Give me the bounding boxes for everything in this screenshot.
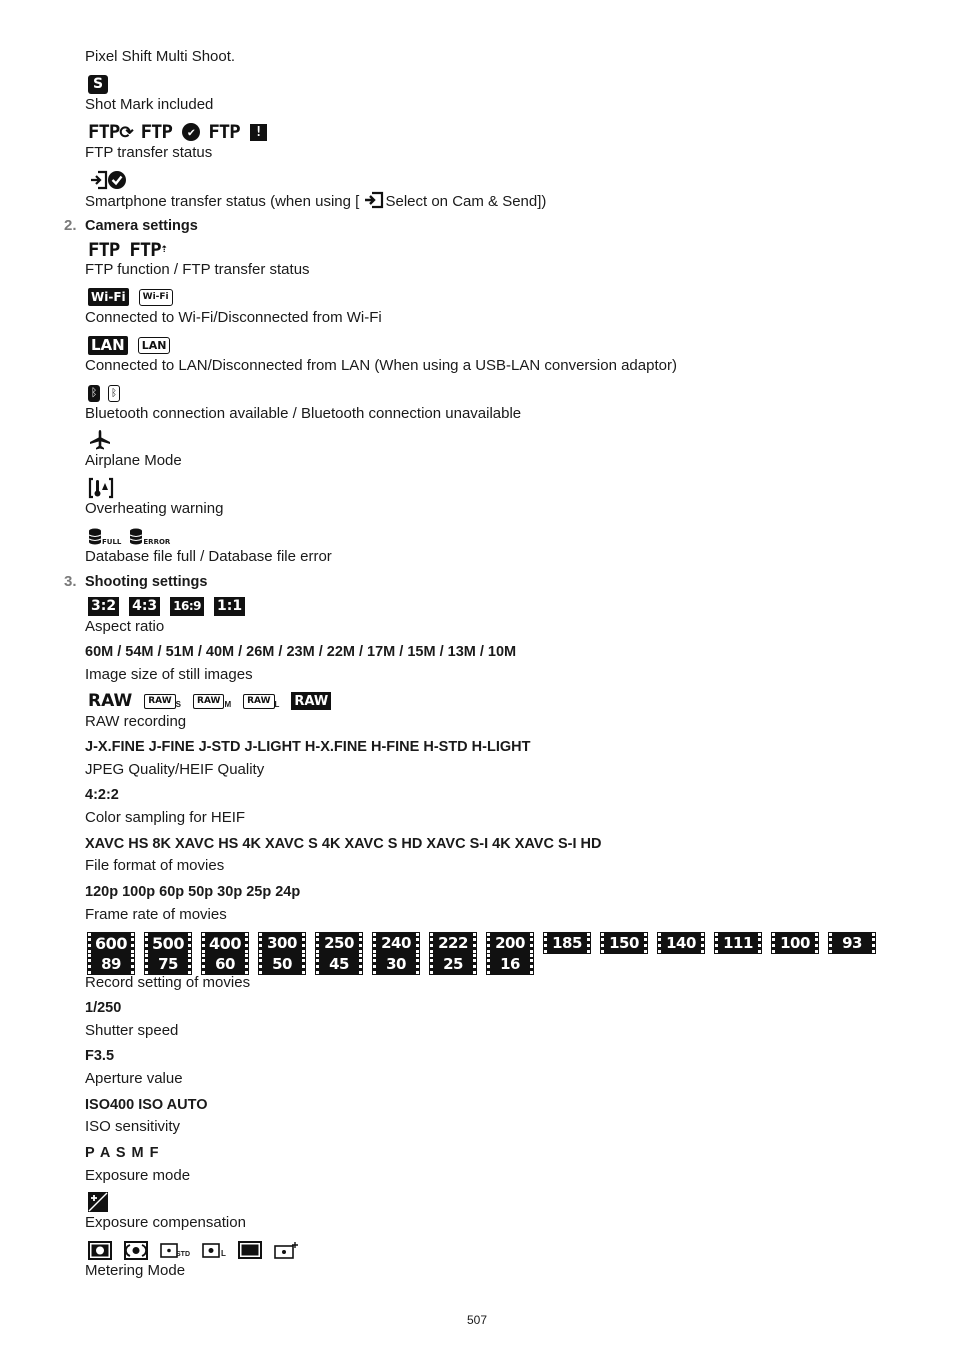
record-rate-icon: 400 <box>202 933 248 953</box>
exposure-compensation-icon <box>88 1192 108 1212</box>
lan-disconnected-icon: LAN <box>138 337 171 354</box>
aspect-ratio-text: Aspect ratio <box>85 618 165 635</box>
database-text: Database file full / Database file error <box>85 548 332 565</box>
metering-l-label: L <box>221 1248 226 1258</box>
metering-entire-average-icon <box>238 1241 262 1259</box>
lan-connected-icon: LAN <box>88 336 128 355</box>
metering-multi-icon <box>88 1241 112 1260</box>
section-title: Camera settings <box>85 218 198 234</box>
database-icon-row <box>88 525 170 549</box>
ftp-transfer-status-icon: FTP⇡ <box>129 239 168 261</box>
record-rate-icon: 89 <box>88 954 134 974</box>
database-error-icon <box>129 528 170 546</box>
iso-text: ISO sensitivity <box>85 1118 181 1135</box>
shot-mark-text: Shot Mark included <box>85 96 214 113</box>
record-rate-icon: 240 <box>373 933 419 953</box>
airplane-icon <box>88 429 112 451</box>
metering-text: Metering Mode <box>85 1262 186 1279</box>
smartphone-transfer-text: Smartphone transfer status (when using [ Select on Cam & Send]) <box>85 193 547 210</box>
record-rate-icon: 150 <box>601 933 647 953</box>
record-rate-icon: 100 <box>772 933 818 953</box>
raw-compressed-icon: RAW <box>291 692 331 710</box>
record-rate-icon: 60 <box>202 954 248 974</box>
raw-text: RAW recording <box>85 713 187 730</box>
raw-icon: RAW <box>88 691 133 711</box>
iso-values: ISO400 ISO AUTO <box>85 1097 208 1113</box>
sampling-value: 4:2:2 <box>85 787 119 803</box>
section-number: 2. <box>64 217 77 234</box>
database-full-icon <box>88 528 121 546</box>
aspect-ratio-icon-row <box>88 594 245 618</box>
framerate-values: 120p 100p 60p 50p 30p 25p 24p <box>85 884 301 900</box>
metering-icon-row <box>88 1238 298 1262</box>
aperture-text: Aperture value <box>85 1070 183 1087</box>
lan-icon-row <box>88 333 170 357</box>
bluetooth-text: Bluetooth connection available / Bluetooth connection unavailable <box>85 405 522 422</box>
exposure-mode-text: Exposure mode <box>85 1167 191 1184</box>
exposure-mode-values: P A S M F <box>85 1145 160 1161</box>
aspect-4-3-icon: 4:3 <box>129 597 160 616</box>
pixel-shift-text: Pixel Shift Multi Shoot. <box>85 48 236 65</box>
ftp-transfer-text: FTP transfer status <box>85 144 213 161</box>
smartphone-transfer-icon <box>88 169 128 191</box>
exposure-comp-icon-row <box>88 1190 108 1214</box>
raw-small-icon: RAW S <box>144 694 181 709</box>
metering-spot-frame-icon <box>202 1243 220 1258</box>
database-cylinder-icon <box>88 528 102 546</box>
image-size-text: Image size of still images <box>85 666 253 683</box>
page-number: 507 <box>466 1313 488 1327</box>
section-number: 3. <box>64 573 77 590</box>
aspect-16-9-icon: 16:9 <box>170 597 204 616</box>
record-rate-icon: 25 <box>430 954 476 974</box>
shot-mark-icon-row <box>88 72 108 96</box>
overheating-icon <box>88 477 114 499</box>
bluetooth-available-icon: ᛒ <box>88 385 100 402</box>
record-rate-icon: 250 <box>316 933 362 953</box>
record-rate-icon: 600 <box>88 933 134 953</box>
bluetooth-unavailable-icon: ᛒ <box>108 385 120 402</box>
raw-large-icon: RAW L <box>243 694 279 709</box>
shutter-text: Shutter speed <box>85 1022 179 1039</box>
ftp-function-text: FTP function / FTP transfer status <box>85 261 310 278</box>
section-title: Shooting settings <box>85 574 208 590</box>
smartphone-transfer-icon-row <box>88 168 128 192</box>
record-rate-icon: 222 <box>430 933 476 953</box>
aperture-value: F3.5 <box>85 1048 115 1064</box>
raw-medium-icon: RAW M <box>193 694 231 709</box>
metering-spot-large-icon <box>202 1243 226 1258</box>
aspect-1-1-icon: 1:1 <box>214 597 245 616</box>
record-rate-icon: 45 <box>316 954 362 974</box>
record-rate-icon: 111 <box>715 933 761 953</box>
database-cylinder-icon <box>129 528 143 546</box>
lan-text: Connected to LAN/Disconnected from LAN (When using a USB-LAN conversion adaptor) <box>85 357 677 374</box>
ftp-transferring-icon: FTP⟳ <box>88 121 133 143</box>
ftp-transfer-icon-row <box>88 120 267 144</box>
ftp-function-icon: FTP <box>88 239 120 261</box>
record-rate-icon: 30 <box>373 954 419 974</box>
wifi-connected-icon: Wi-Fi <box>88 288 129 306</box>
ftp-function-icon-row <box>88 238 168 262</box>
format-values: XAVC HS 8K XAVC HS 4K XAVC S 4K XAVC S HD XAVC S-I 4K XAVC S-I HD <box>85 836 602 852</box>
record-rate-icon: 300 <box>259 933 305 953</box>
record-rate-icon: 93 <box>829 933 875 953</box>
airplane-text: Airplane Mode <box>85 452 182 469</box>
framerate-text: Frame rate of movies <box>85 906 227 923</box>
record-rate-icon: 185 <box>544 933 590 953</box>
metering-center-icon <box>124 1241 148 1260</box>
database-error-label: ERROR <box>143 538 171 546</box>
record-rate-icon: 500 <box>145 933 191 953</box>
overheating-text: Overheating warning <box>85 500 224 517</box>
database-full-label: FULL <box>102 538 122 546</box>
record-rate-icon: 200 <box>487 933 533 953</box>
record-rate-icon: 16 <box>487 954 533 974</box>
exposure-comp-text: Exposure compensation <box>85 1214 246 1231</box>
jpeg-text: JPEG Quality/HEIF Quality <box>85 761 265 778</box>
jpeg-values: J-X.FINE J-FINE J-STD J-LIGHT H-X.FINE H-FINE H-STD H-LIGHT <box>85 739 531 755</box>
sampling-text: Color sampling for HEIF <box>85 809 246 826</box>
select-on-cam-send-icon <box>364 191 384 209</box>
shot-mark-icon: S <box>88 75 108 94</box>
wifi-disconnected-icon: Wi-Fi <box>139 289 173 306</box>
image-size-values: 60M / 54M / 51M / 40M / 26M / 23M / 22M / 17M / 15M / 13M / 10M <box>85 644 517 660</box>
ftp-error-icon: FTP ! <box>208 121 267 143</box>
record-setting-text: Record setting of movies <box>85 974 251 991</box>
metering-spot-std-icon <box>160 1243 190 1258</box>
ftp-complete-icon: FTP ✔ <box>141 121 201 143</box>
overheating-icon-row <box>88 476 114 500</box>
format-text: File format of movies <box>85 857 225 874</box>
metering-std-label: STD <box>176 1250 190 1258</box>
wifi-text: Connected to Wi-Fi/Disconnected from Wi-Fi <box>85 309 382 326</box>
airplane-icon-row <box>88 428 112 452</box>
record-rate-icon: 140 <box>658 933 704 953</box>
record-rate-icon: 50 <box>259 954 305 974</box>
raw-icon-row <box>88 689 331 713</box>
bluetooth-icon-row <box>88 381 120 405</box>
record-rate-icon: 75 <box>145 954 191 974</box>
record-setting-row-2 <box>88 952 533 976</box>
metering-highlight-icon <box>274 1241 298 1259</box>
shutter-value: 1/250 <box>85 1000 122 1016</box>
aspect-3-2-icon: 3:2 <box>88 597 119 616</box>
wifi-icon-row <box>88 285 173 309</box>
